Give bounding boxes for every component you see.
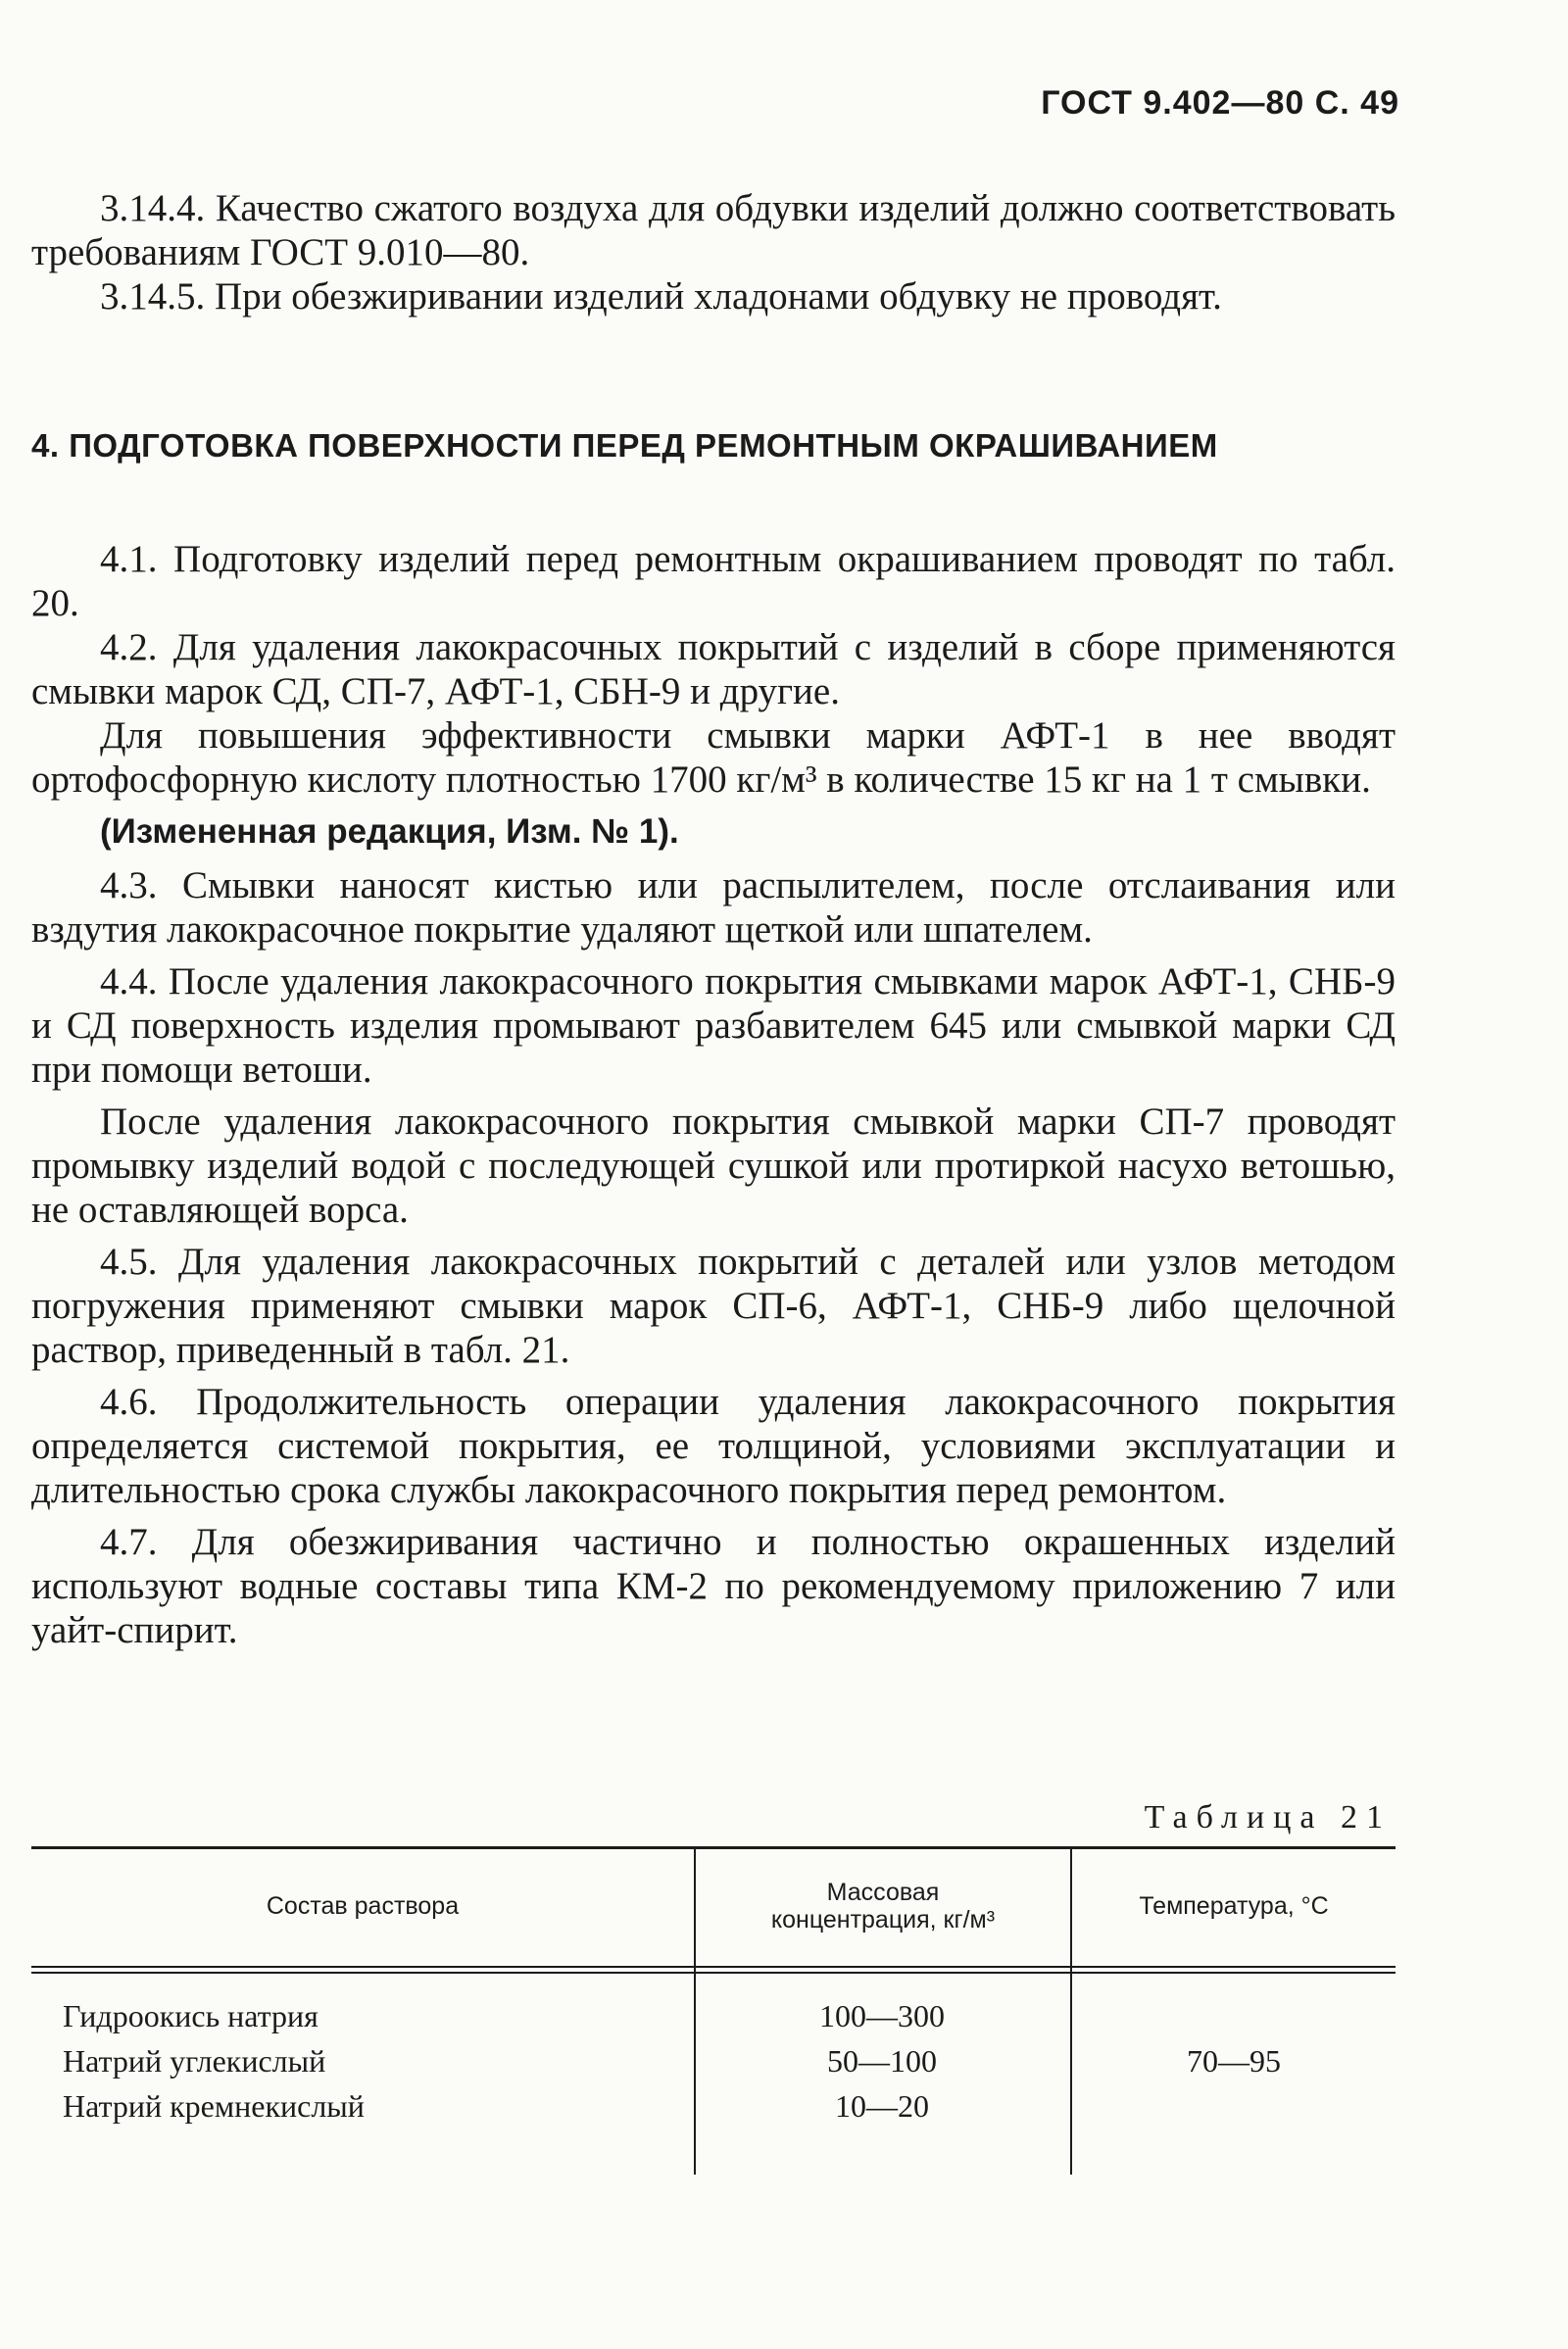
- paragraph-4-2: 4.2. Для удаления лакокрасочных покрытий с изделий в сборе применяются смывки марок СД, СП-7, АФТ-1, СБН-9 и другие.: [31, 626, 1396, 712]
- table-caption: Таблица 21: [1144, 1799, 1392, 1835]
- cell-concentration: 10—20: [835, 2087, 929, 2124]
- cell-concentration: 50—100: [827, 2042, 937, 2079]
- cell-composition: Гидроокись натрия: [63, 1997, 318, 2033]
- header-temperature: Температура, °С: [1139, 1892, 1329, 1920]
- amendment-note: (Измененная редакция, Изм. № 1).: [100, 812, 679, 851]
- header-composition: Состав раствора: [266, 1892, 460, 1920]
- table-row: [31, 2083, 1070, 2129]
- table-body: [31, 1993, 1070, 2129]
- running-head: ГОСТ 9.402—80 С. 49: [1041, 84, 1399, 122]
- cell-concentration: 100—300: [819, 1997, 945, 2033]
- table-21: [31, 1846, 1396, 2175]
- cell-composition: Натрий углекислый: [63, 2042, 326, 2079]
- section-3-text: [31, 186, 1396, 318]
- paragraph-4-6: 4.6. Продолжительность операции удаления лакокрасочного покрытия определяется системой покрытия, ее толщиной, условиями эксплуатации и длительностью срока службы лакокрасочного покрытия перед ремонтом.: [31, 1381, 1396, 1511]
- paragraph-4-5: 4.5. Для удаления лакокрасочных покрытий с деталей или узлов методом погружения применяют смывки марок СП-6, АФТ-1, СНБ-9 либо щелочной раствор, приведенный в табл. 21.: [31, 1241, 1396, 1371]
- paragraph-4-4-cont: После удаления лакокрасочного покрытия смывкой марки СП-7 проводят промывку изделий водой с последующей сушкой или протиркой насухо ветошью, не оставляющей ворса.: [31, 1101, 1396, 1231]
- paragraph-4-7: 4.7. Для обезжиривания частично и полностью окрашенных изделий используют водные составы типа КМ-2 по рекомендуемому приложению 7 или уайт-спирит.: [31, 1521, 1396, 1651]
- paragraph-4-1: 4.1. Подготовку изделий перед ремонтным окрашиванием проводят по табл. 20.: [31, 538, 1396, 624]
- table-row: [31, 2038, 1070, 2083]
- paragraph-3-14-5: 3.14.5. При обезжиривании изделий хладонами обдувку не проводят.: [100, 275, 1222, 318]
- paragraph-4-4: 4.4. После удаления лакокрасочного покрытия смывками марок АФТ-1, СНБ-9 и СД поверхность изделия промывают разбавителем 645 или смывкой марки СД при помощи ветоши.: [31, 960, 1396, 1091]
- paragraph-4-2-cont: Для повышения эффективности смывки марки АФТ-1 в нее вводят ортофосфорную кислоту плотностью 1700 кг/м³ в количестве 15 кг на 1 т смывки.: [31, 714, 1396, 801]
- paragraph-4-3: 4.3. Смывки наносят кистью или распылителем, после отслаивания или вздутия лакокрасочное покрытие удаляют щеткой или шпателем.: [31, 864, 1396, 951]
- section-4-text: [31, 537, 1396, 1652]
- section-4-heading: 4. ПОДГОТОВКА ПОВЕРХНОСТИ ПЕРЕД РЕМОНТНЫМ ОКРАШИВАНИЕМ: [31, 427, 1218, 464]
- cell-temperature: 70—95: [1187, 2042, 1281, 2079]
- cell-composition: Натрий кремнекислый: [63, 2087, 365, 2124]
- header-concentration: [696, 1846, 1070, 1966]
- header-concentration-label: Массовая концентрация, кг/м³: [770, 1879, 996, 1933]
- paragraph-3-14-4: 3.14.4. Качество сжатого воздуха для обдувки изделий должно соответствовать требованиям ГОСТ 9.010—80.: [31, 187, 1396, 273]
- table-header-rule: [31, 1966, 1396, 1974]
- table-row: [31, 1993, 1070, 2038]
